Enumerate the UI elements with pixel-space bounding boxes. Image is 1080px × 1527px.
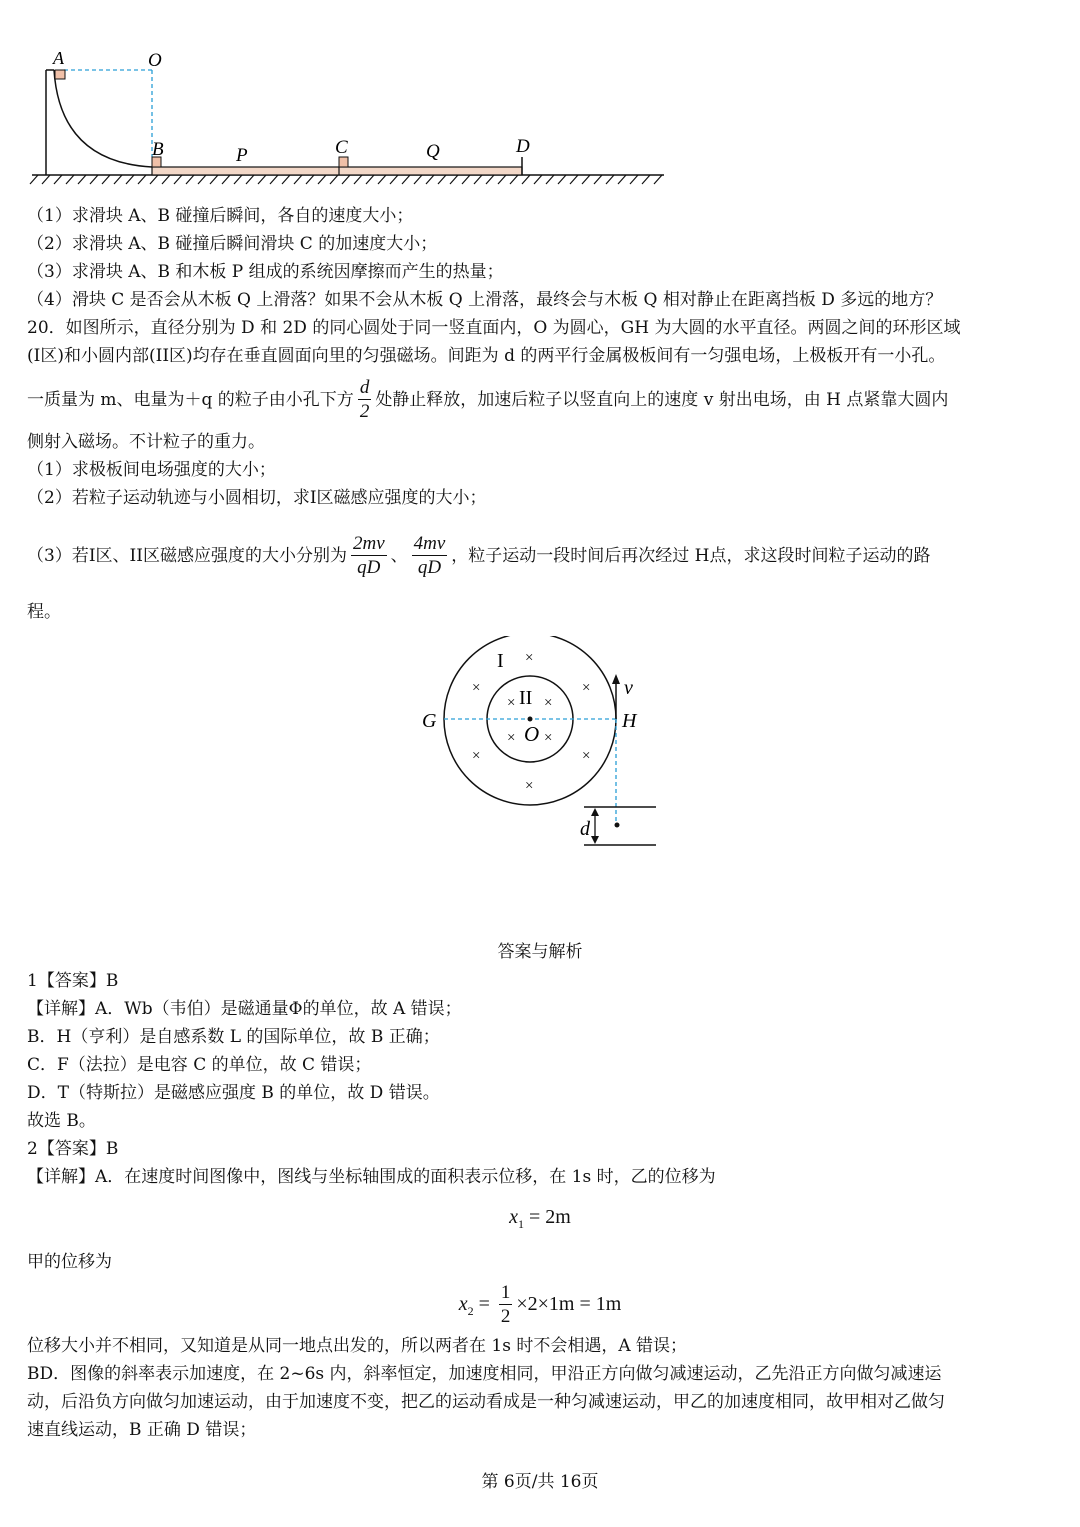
board-pq — [152, 167, 522, 175]
label-g: G — [422, 710, 437, 732]
q19-sub1: （1）求滑块 A、B 碰撞后瞬间，各自的速度大小； — [27, 206, 414, 226]
region-ii-label: II — [519, 687, 533, 709]
equation-x2: $x_2$ = $\frac{1}{2}$ ×2×1m = 1m — [458, 1281, 622, 1327]
label-d: D — [516, 136, 530, 157]
answer1-line3: C．F（法拉）是电容 C 的单位，故 C 错误； — [27, 1055, 372, 1075]
svg-text:×: × — [544, 695, 553, 711]
q20-sub3-cont: 程。 — [27, 602, 61, 622]
q19-sub4: （4）滑块 C 是否会从木板 Q 上滑落？如果不会从木板 Q 上滑落，最终会与木板 Q 相对静止在距离挡板 D 多远的地方？ — [27, 290, 943, 310]
answer2-head: 2【答案】B — [27, 1139, 119, 1159]
slider-a — [55, 70, 65, 79]
answer2-line1: 【详解】A．在速度时间图像中，图线与坐标轴围成的面积表示位移，在 1s 时，乙的位移为 — [27, 1167, 716, 1187]
q20-line4: 侧射入磁场。不计粒子的重力。 — [27, 432, 265, 452]
svg-text:×: × — [472, 748, 481, 764]
q20-sub3: （3）若I区、II区磁感应强度的大小分别为 $\frac{2mv}{qD}$ 、 $\frac{4mv}{qD}$ ，粒子运动一段时间后再次经过 H点，求这段时间粒子运动的路 — [27, 533, 931, 578]
label-p: P — [236, 145, 248, 166]
track-figure — [28, 44, 678, 192]
answer1-head: 1【答案】B — [27, 971, 119, 991]
q19-sub2: （2）求滑块 A、B 碰撞后瞬间滑块 C 的加速度大小； — [27, 234, 438, 254]
svg-text:×: × — [525, 650, 534, 666]
slider-c — [339, 157, 348, 167]
answer1-line4: D．T（特斯拉）是磁感应强度 B 的单位，故 D 错误。 — [27, 1083, 440, 1103]
q20-line2: (I区)和小圆内部(II区)均存在垂直圆面向里的匀强磁场。间距为 d 的两平行金属极板间有一匀强电场，上极板开有一小孔。 — [27, 346, 946, 366]
q20-line1: 20．如图所示，直径分别为 D 和 2D 的同心圆处于同一竖直面内，O 为圆心，GH 为大圆的水平直径。两圆之间的环形区域 — [27, 318, 961, 338]
label-c: C — [335, 137, 348, 158]
label-a: A — [53, 48, 64, 68]
answer1-line1: 【详解】A．Wb（韦伯）是磁通量Φ的单位，故 A 错误； — [27, 999, 462, 1019]
equation-x1: $x_1 = 2m$ — [509, 1206, 571, 1231]
label-h: H — [622, 710, 637, 732]
label-v: v — [624, 677, 633, 699]
label-d: d — [580, 818, 590, 840]
svg-text:×: × — [544, 730, 553, 746]
svg-text:×: × — [507, 695, 516, 711]
circles-figure — [410, 636, 670, 852]
label-o: O — [148, 50, 162, 71]
ground-hatch — [30, 175, 662, 184]
answer2-line3: 位移大小并不相同，又知道是从同一地点出发的，所以两者在 1s 时不会相遇，A 错误； — [27, 1336, 688, 1356]
svg-text:×: × — [525, 778, 534, 794]
answer2-line5: 动，后沿负方向做匀加速运动，由于加速度不变，把乙的运动看成是一种匀减速运动，甲乙的加速度相同，故甲相对乙做匀 — [27, 1392, 945, 1412]
fraction-4mv-qd: $\frac{4mv}{qD}$ — [413, 533, 446, 578]
answer2-line4: BD．图像的斜率表示加速度，在 2~6s 内，斜率恒定，加速度相同，甲沿正方向做匀减速运动，乙先沿正方向做匀减速运 — [27, 1364, 942, 1384]
fraction-2mv-qd: $\frac{2mv}{qD}$ — [352, 533, 385, 578]
q20-sub2: （2）若粒子运动轨迹与小圆相切，求Ⅰ区磁感应强度的大小； — [27, 488, 487, 508]
answers-title: 答案与解析 — [497, 942, 583, 962]
label-q: Q — [426, 141, 440, 162]
q20-line3 — [27, 375, 948, 425]
q19-sub3: （3）求滑块 A、B 和木板 P 组成的系统因摩擦而产生的热量； — [27, 262, 504, 282]
particle — [615, 823, 620, 828]
q20-line3-a: 一质量为 m、电量为＋q 的粒子由小孔下方 — [27, 390, 354, 410]
region-i-label: I — [497, 650, 504, 672]
answer1-line5: 故选 B。 — [27, 1111, 96, 1131]
svg-text:×: × — [472, 680, 481, 696]
q20-sub1: （1）求极板间电场强度的大小； — [27, 460, 276, 480]
svg-text:×: × — [582, 680, 591, 696]
answer2-line2: 甲的位移为 — [27, 1252, 112, 1272]
svg-text:×: × — [582, 748, 591, 764]
center-point — [528, 717, 533, 722]
label-o: O — [524, 722, 540, 746]
answer1-line2: B．H（亨利）是自感系数 L 的国际单位，故 B 正确； — [27, 1027, 440, 1047]
answer2-line6: 速直线运动，B 正确 D 错误； — [27, 1420, 257, 1440]
svg-text:×: × — [507, 730, 516, 746]
q20-line3-b: 处静止释放，加速后粒子以竖直向上的速度 v 射出电场，由 H 点紧靠大圆内 — [375, 390, 949, 410]
fraction-d-over-2: $\frac{d}{2}$ — [359, 377, 370, 422]
label-b: B — [152, 139, 164, 160]
page-footer: 第 6页/共 16页 — [481, 1472, 599, 1492]
arc-track — [54, 70, 152, 167]
